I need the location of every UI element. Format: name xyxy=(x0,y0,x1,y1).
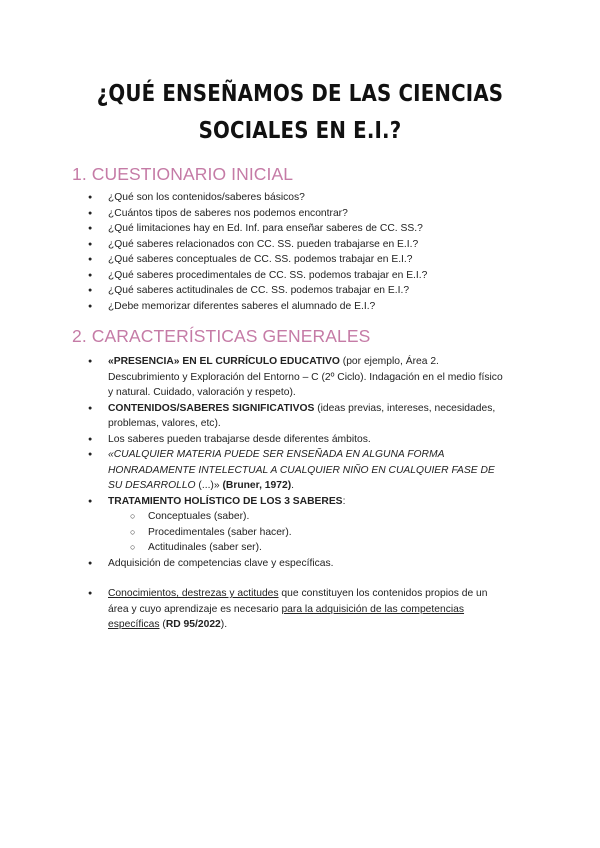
sublist-item: ○ Conceptuales (saber). xyxy=(108,509,508,525)
page-title xyxy=(42,76,558,150)
list-item-definicion xyxy=(88,586,508,633)
title-line-1: ¿QUÉ ENSEÑAMOS DE LAS CIENCIAS xyxy=(96,81,504,107)
definition-underlined-2: para la adquisición de las competencias específicas xyxy=(108,603,465,630)
contenidos-text: (ideas previas, intereses, necesidades, problemas, valores, etc). xyxy=(108,402,496,429)
questions-list xyxy=(88,190,427,314)
holistico-colon: : xyxy=(342,495,346,507)
definition-text-1: que constituyen los contenidos propios de un área y cuyo aprendizaje es necesario xyxy=(108,588,488,615)
section-heading-caracteristicas: 2. CARACTERÍSTICAS GENERALES xyxy=(72,326,371,346)
contenidos-bold: CONTENIDOS/SABERES SIGNIFICATIVOS xyxy=(108,402,315,414)
holistico-bold: TRATAMIENTO HOLÍSTICO DE LOS 3 SABERES xyxy=(108,495,343,507)
list-item-contenidos xyxy=(88,401,508,432)
quote-open: « xyxy=(108,449,114,460)
presencia-bold: «PRESENCIA» EN EL CURRÍCULO EDUCATIVO xyxy=(108,356,340,367)
definition-underlined-1: Conocimientos, destrezas y actitudes xyxy=(108,588,279,599)
list-item: ● ¿Qué limitaciones hay en Ed. Inf. para enseñar saberes de CC. SS.? xyxy=(88,221,427,237)
section-heading-cuestionario: 1. CUESTIONARIO INICIAL xyxy=(72,164,294,184)
list-item-presencia xyxy=(88,354,508,401)
list-item-adquisicion: ● Adquisición de competencias clave y específicas. xyxy=(88,556,508,572)
saberes-sublist xyxy=(108,509,508,556)
list-item: ● ¿Cuántos tipos de saberes nos podemos encontrar? xyxy=(88,206,427,222)
sublist-item: ○ Actitudinales (saber ser). xyxy=(108,540,508,556)
list-item: ● ¿Qué saberes procedimentales de CC. SS. podemos trabajar en E.I.? xyxy=(88,268,427,284)
definition-text-3: ). xyxy=(220,619,228,630)
quote-text: CUALQUIER MATERIA PUEDE SER ENSEÑADA EN ALGUNA FORMA HONRADAMENTE INTELECTUAL A CUALQUIER NIÑO EN CUALQUIER FASE DE SU DESARROLLO xyxy=(108,449,495,491)
quote-cite: (Bruner, 1972) xyxy=(222,480,292,491)
list-item-ambitos: ● Los saberes pueden trabajarse desde diferentes ámbitos. xyxy=(88,432,508,448)
title-line-2: SOCIALES EN E.I.? xyxy=(198,118,402,144)
list-item: ● ¿Qué son los contenidos/saberes básicos? xyxy=(88,190,427,206)
definition-text-2: ( xyxy=(159,619,166,630)
quote-tail: (...)» xyxy=(195,480,223,491)
quote-end: . xyxy=(291,480,295,491)
sublist-item: ○ Procedimentales (saber hacer). xyxy=(108,525,508,541)
list-item: ● ¿Qué saberes actitudinales de CC. SS. podemos trabajar en E.I.? xyxy=(88,283,427,299)
list-item-quote xyxy=(88,447,508,494)
characteristics-list xyxy=(88,354,508,633)
presencia-text: (por ejemplo, Área 2. Descubrimiento y Exploración del Entorno – C (2º Ciclo). Indagación en el medio físico y natural. Cuidado, valoración y respeto). xyxy=(108,356,503,398)
definition-source: RD 95/2022 xyxy=(165,619,221,630)
list-item: ● ¿Qué saberes conceptuales de CC. SS. podemos trabajar en E.I.? xyxy=(88,252,427,268)
list-item: ● ¿Debe memorizar diferentes saberes el alumnado de E.I.? xyxy=(88,299,427,315)
list-item-holistico xyxy=(88,494,508,556)
list-item: ● ¿Qué saberes relacionados con CC. SS. pueden trabajarse en E.I.? xyxy=(88,237,427,253)
